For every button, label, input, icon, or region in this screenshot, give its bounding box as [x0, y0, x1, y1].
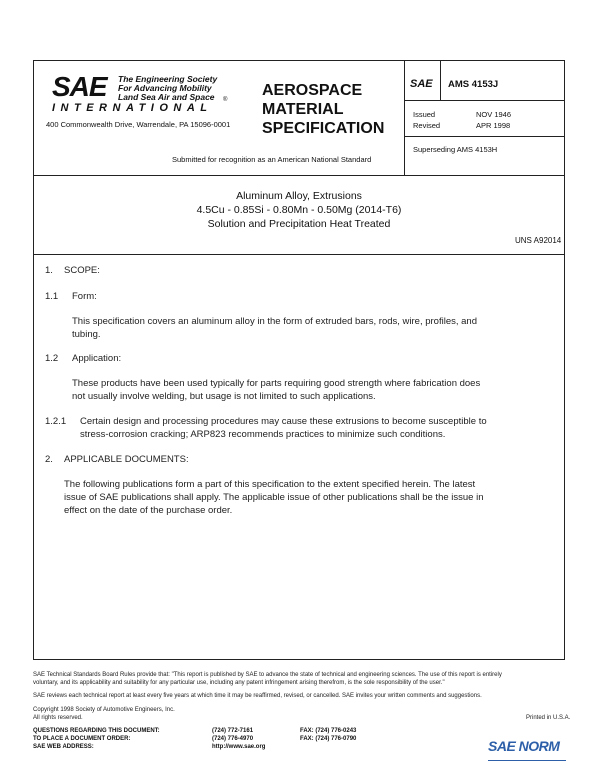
title-divider — [33, 254, 565, 255]
title-line-1: Aluminum Alloy, Extrusions — [236, 190, 362, 202]
section-1-2-number: 1.2 — [45, 353, 59, 364]
section-1-number: 1. — [45, 265, 53, 276]
section-2-text-2: issue of SAE publications shall apply. The applicable issue of other publications shall be the issue in — [64, 492, 484, 503]
superseding-note: Superseding AMS 4153H — [413, 145, 498, 154]
issued-label: Issued — [413, 110, 436, 119]
section-1-2-text-1: These products have been used typically for parts requiring good strength where fabrication does — [72, 378, 481, 389]
section-1-1-number: 1.1 — [45, 291, 59, 302]
section-1-2-text-2: not usually involve welding, but usage is not limited to such applications. — [72, 391, 376, 402]
dates-divider — [404, 136, 565, 137]
section-1-1-text-2: tubing. — [72, 329, 101, 340]
sae-norm-logo: SAE NORM — [488, 738, 560, 754]
questions-phone: (724) 772-7161 — [212, 728, 254, 734]
spec-number-divider — [404, 100, 565, 101]
web-label: SAE WEB ADDRESS: — [33, 744, 94, 750]
footer-copyright: Copyright 1998 Society of Automotive Engineers, Inc. — [33, 707, 175, 713]
order-phone: (724) 776-4970 — [212, 736, 254, 742]
header-divider — [33, 175, 565, 176]
section-1-title: SCOPE: — [64, 265, 100, 276]
tagline-3: Land Sea Air and Space — [118, 92, 215, 102]
order-fax: FAX: (724) 776-0790 — [300, 736, 357, 742]
doc-type-line-2: MATERIAL — [262, 101, 344, 118]
section-1-2-1-text-1: Certain design and processing procedures may cause these extrusions to become susceptible to — [80, 416, 487, 427]
section-1-2-1-text-2: stress-corrosion cracking; ARP823 recommends practices to minimize such conditions. — [80, 429, 446, 440]
spec-number: AMS 4153J — [448, 79, 499, 90]
registered-mark: ® — [223, 97, 228, 103]
footer-review: SAE reviews each technical report at least every five years at which time it may be reaffirmed, revised, or cancelled. SAE invites your written comments and suggestions. — [33, 693, 482, 699]
order-label: TO PLACE A DOCUMENT ORDER: — [33, 736, 131, 742]
address: 400 Commonwealth Drive, Warrendale, PA 15096-0001 — [46, 120, 231, 129]
section-1-1-text-1: This specification covers an aluminum alloy in the form of extruded bars, rods, wire, profiles, and — [72, 316, 477, 327]
spec-logo-divider — [440, 60, 441, 100]
web-address[interactable]: http://www.sae.org — [212, 744, 266, 750]
revised-value: APR 1998 — [476, 121, 511, 130]
questions-fax: FAX: (724) 776-0243 — [300, 728, 357, 734]
spec-box-logo: SAE — [410, 78, 433, 90]
section-1-2-1-number: 1.2.1 — [45, 416, 67, 427]
issued-value: NOV 1946 — [476, 110, 512, 119]
title-line-3: Solution and Precipitation Heat Treated — [207, 218, 391, 230]
questions-label: QUESTIONS REGARDING THIS DOCUMENT: — [33, 728, 160, 734]
sae-norm-underline — [488, 760, 566, 761]
section-2-text-3: effect on the date of the purchase order. — [64, 505, 233, 516]
doc-type-line-1: AEROSPACE — [262, 82, 363, 99]
section-2-text-1: The following publications form a part of this specification to the extent specified herein. The latest — [64, 479, 476, 490]
section-2-number: 2. — [45, 454, 53, 465]
submitted-note: Submitted for recognition as an American National Standard — [172, 155, 372, 164]
section-1-2-title: Application: — [72, 353, 122, 364]
uns-designation: UNS A92014 — [515, 236, 562, 245]
tagline-1: The Engineering Society — [118, 74, 218, 84]
footer-disclaimer-1: SAE Technical Standards Board Rules provide that: "This report is published by SAE to advance the state of technical and engineering sciences. The use of this report is entirely — [33, 672, 502, 678]
tagline-2: For Advancing Mobility — [118, 83, 212, 93]
footer-rights: All rights reserved. — [33, 715, 83, 721]
footer-printed: Printed in U.S.A. — [526, 715, 571, 721]
footer-disclaimer-2: voluntary, and its applicability and suitability for any particular use, including any patent infringement arising therefrom, is the sole responsibility of the user." — [33, 680, 445, 686]
sae-logo: SAE — [52, 71, 107, 102]
revised-label: Revised — [413, 121, 441, 130]
header-vertical-divider — [404, 60, 405, 175]
international-wordmark: INTERNATIONAL — [52, 102, 213, 114]
title-line-2: 4.5Cu - 0.85Si - 0.80Mn - 0.50Mg (2014-T6) — [196, 204, 402, 216]
section-2-title: APPLICABLE DOCUMENTS: — [64, 454, 189, 465]
doc-type-line-3: SPECIFICATION — [262, 120, 385, 137]
section-1-1-title: Form: — [72, 291, 97, 302]
